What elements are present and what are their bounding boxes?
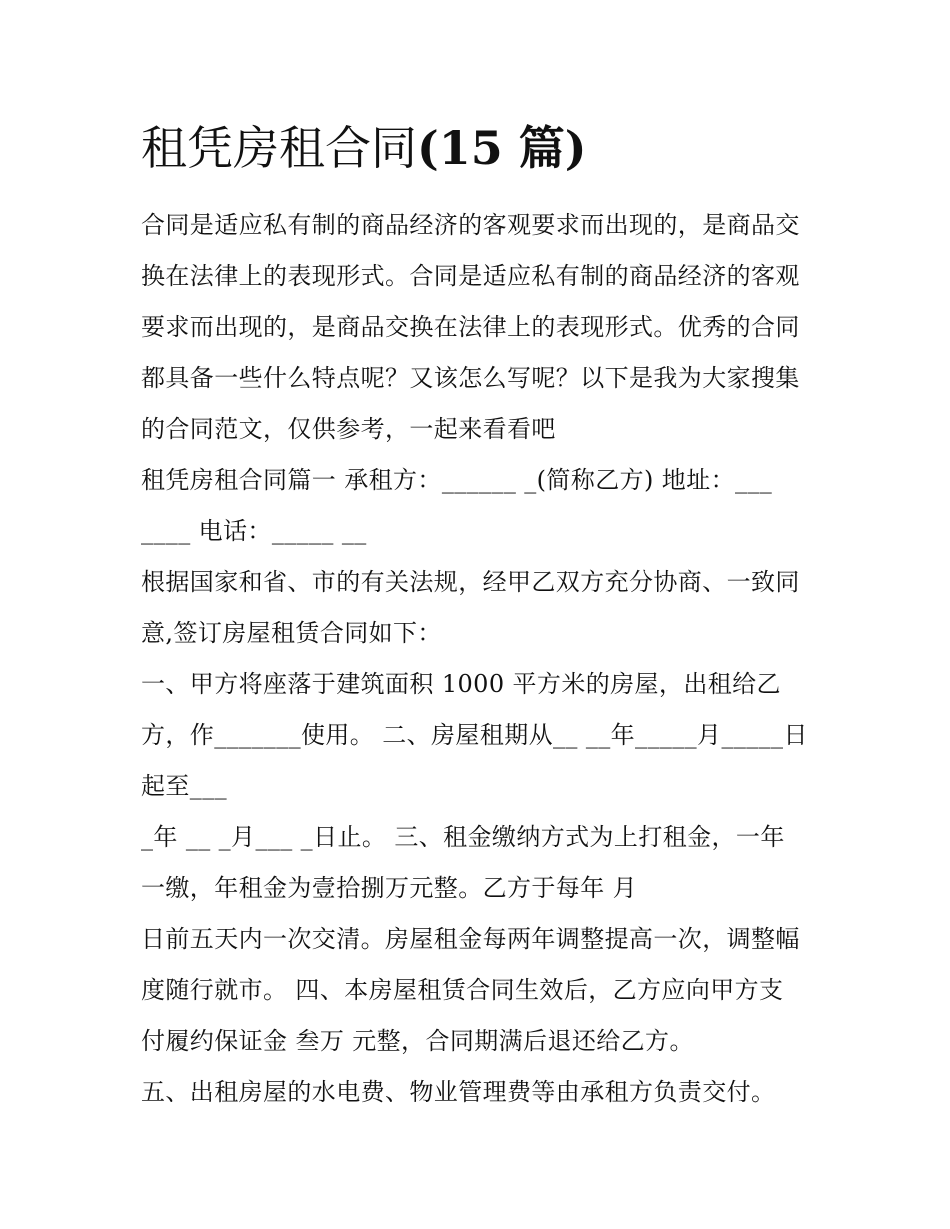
text-line: 付履约保证金 叁万 元整，合同期满后退还给乙方。 xyxy=(141,1027,694,1055)
text-line: _年 __ _月___ _日止。 三、租金缴纳方式为上打租金，一年 xyxy=(141,823,785,851)
text-line: 的合同范文，仅供参考，一起来看看吧 xyxy=(141,415,556,443)
text-line: 都具备一些什么特点呢？又该怎么写呢？以下是我为大家搜集 xyxy=(141,364,800,392)
text-line: 要求而出现的，是商品交换在法律上的表现形式。优秀的合同 xyxy=(141,313,800,341)
text-line: 一缴，年租金为壹拾捌万元整。乙方于每年 月 xyxy=(141,874,638,902)
text-line: 合同是适应私有制的商品经济的客观要求而出现的，是商品交 xyxy=(141,211,800,239)
document-body xyxy=(141,200,821,1118)
document-title xyxy=(141,118,587,178)
text-line: 换在法律上的表现形式。合同是适应私有制的商品经济的客观 xyxy=(141,262,800,290)
text-line: 日前五天内一次交清。房屋租金每两年调整提高一次，调整幅 xyxy=(141,925,800,953)
text-line: ____ 电话：_____ __ xyxy=(141,517,367,545)
text-line: 租凭房租合同篇一 承租方：______ _(简称乙方) 地址：___ xyxy=(141,466,773,494)
text-line: 意,签订房屋租赁合同如下： xyxy=(141,619,442,647)
title-count: (15 篇) xyxy=(417,121,587,175)
text-line: 起至___ xyxy=(141,772,227,800)
text-line: 五、出租房屋的水电费、物业管理费等由承租方负责交付。 xyxy=(141,1078,776,1106)
text-line: 一、甲方将座落于建筑面积 1000 平方米的房屋，出租给乙 xyxy=(141,670,781,698)
text-line: 方，作_______使用。 二、房屋租期从__ __年_____月_____日 xyxy=(141,721,808,749)
text-line: 根据国家和省、市的有关法规，经甲乙双方充分协商、一致同 xyxy=(141,568,800,596)
title-text: 租凭房租合同 xyxy=(141,121,417,175)
text-line: 度随行就市。 四、本房屋租赁合同生效后，乙方应向甲方支 xyxy=(141,976,784,1004)
